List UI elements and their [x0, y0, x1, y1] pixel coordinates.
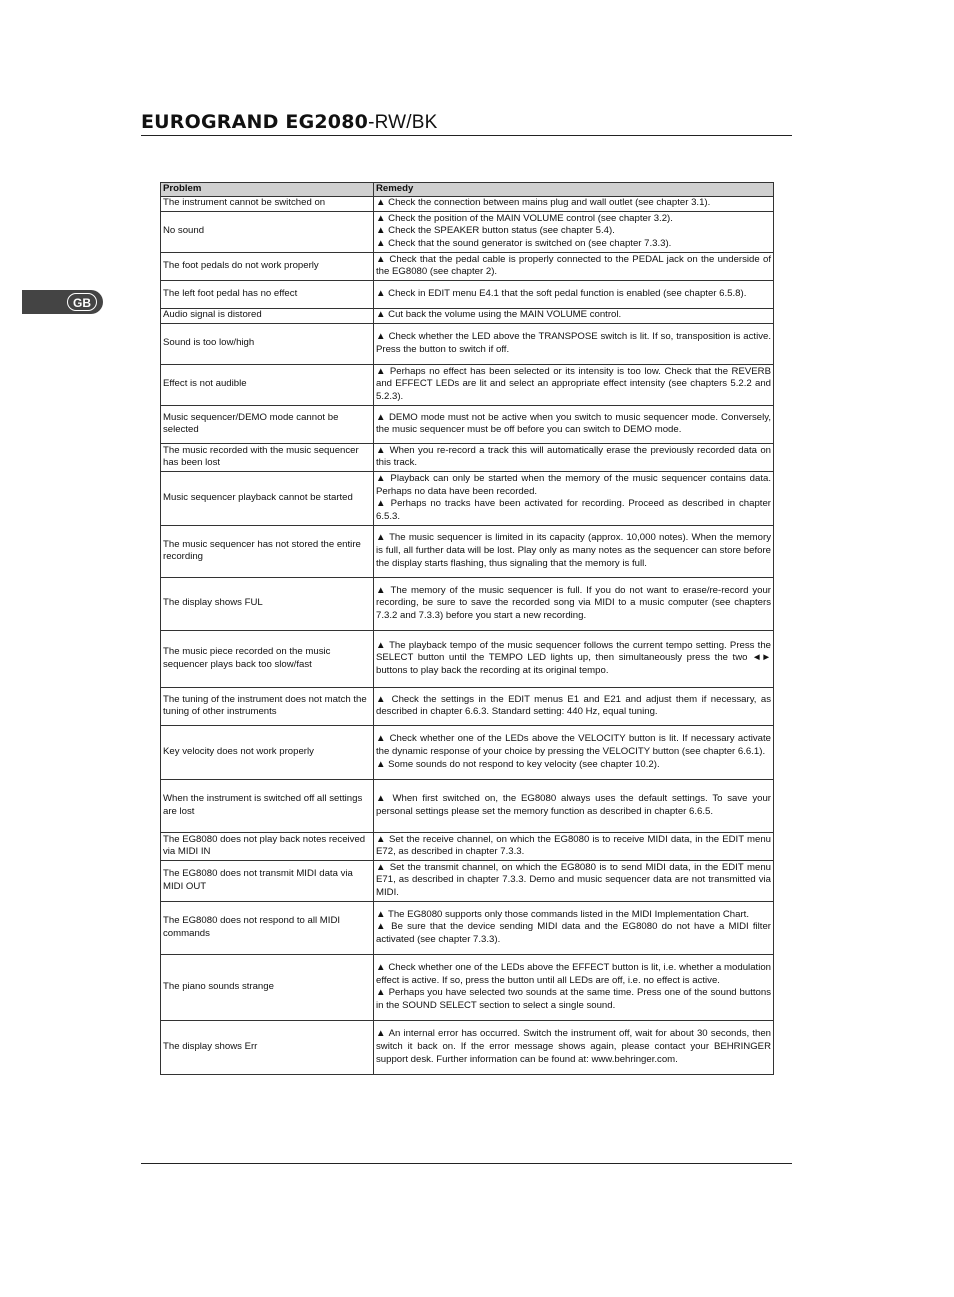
- troubleshooting-table: [160, 182, 774, 1075]
- remedy-cell: ▲ The EG8080 supports only those commands listed in the MIDI Implementation Chart. ▲ Be sure that the device sending MIDI data and the EG8080 do not have a MIDI filter activated (see chapter 7.3.3).: [374, 901, 774, 954]
- remedy-cell: ▲ Perhaps no effect has been selected or its intensity is too low. Check that the REVERB and EFFECT LEDs are lit and select an appropriate effect intensity (see chapters 5.2.2 and 5.2.3).: [374, 364, 774, 405]
- table-row: [161, 405, 774, 443]
- problem-cell: The EG8080 does not play back notes received via MIDI IN: [161, 832, 374, 860]
- remedy-cell: ▲ Check in EDIT menu E4.1 that the soft pedal function is enabled (see chapter 6.5.8).: [374, 280, 774, 308]
- remedy-cell: ▲ The music sequencer is limited in its capacity (approx. 10,000 notes). When the memory is full, all further data will be lost. Play only as many notes as the sequencer can store before the display starts flashing, thus signaling that the memory is full.: [374, 525, 774, 577]
- remedy-cell: ▲ Cut back the volume using the MAIN VOLUME control.: [374, 308, 774, 323]
- table-row: [161, 280, 774, 308]
- remedy-cell: ▲ Check the settings in the EDIT menus E1 and E21 and adjust them if necessary, as described in chapter 6.6.3. Standard setting: 440 Hz, equal tuning.: [374, 687, 774, 725]
- header-rule: [141, 135, 792, 136]
- problem-cell: Music sequencer/DEMO mode cannot be selected: [161, 405, 374, 443]
- table-row: [161, 725, 774, 779]
- remedy-cell: ▲ Check whether one of the LEDs above the VELOCITY button is lit. If necessary activate the dynamic response of your choice by pressing the VELOCITY button (see chapter 6.6.1). ▲ Some sounds do not respond to key velocity (see chapter 10.2).: [374, 725, 774, 779]
- problem-cell: The music recorded with the music sequencer has been lost: [161, 443, 374, 471]
- problem-cell: Audio signal is distored: [161, 308, 374, 323]
- table-row: [161, 364, 774, 405]
- remedy-cell: ▲ Check whether one of the LEDs above the EFFECT button is lit, i.e. whether a modulation effect is active. If so, press the button until all LEDs are off, i.e. no effect is active. ▲ Perhaps you have selected two sounds at the same time. Press one of the sound buttons in the SOUND SELECT section to select a single sound.: [374, 954, 774, 1020]
- table-row: [161, 196, 774, 211]
- problem-cell: When the instrument is switched off all settings are lost: [161, 779, 374, 832]
- remedy-cell: ▲ DEMO mode must not be active when you switch to music sequencer mode. Conversely, the music sequencer must be off before you can switch to DEMO mode.: [374, 405, 774, 443]
- problem-cell: The foot pedals do not work properly: [161, 252, 374, 280]
- problem-cell: Key velocity does not work properly: [161, 725, 374, 779]
- remedy-cell: ▲ When first switched on, the EG8080 always uses the default settings. To save your personal settings please set the memory function as described in chapter 6.6.5.: [374, 779, 774, 832]
- problem-cell: Music sequencer playback cannot be started: [161, 471, 374, 525]
- remedy-cell: ▲ When you re-record a track this will automatically erase the previously recorded data on this track.: [374, 443, 774, 471]
- table-row: [161, 860, 774, 901]
- problem-cell: The display shows FUL: [161, 577, 374, 630]
- table-row: [161, 1020, 774, 1074]
- table-row: [161, 630, 774, 687]
- remedy-column-header: Remedy: [374, 183, 774, 197]
- table-row: [161, 901, 774, 954]
- remedy-cell: ▲ An internal error has occurred. Switch the instrument off, wait for about 30 seconds, then switch it back on. If the error message shows again, please contact your BEHRINGER support desk. Further information can be found at: www.behringer.com.: [374, 1020, 774, 1074]
- remedy-cell: ▲ The playback tempo of the music sequencer follows the current tempo setting. Press the SELECT button until the TEMPO LED lights up, then simultaneously press the two ◄► buttons to play back the recording at its original tempo.: [374, 630, 774, 687]
- remedy-cell: ▲ Check the position of the MAIN VOLUME control (see chapter 3.2). ▲ Check the SPEAKER button status (see chapter 5.4). ▲ Check that the sound generator is switched on (see chapter 7.3.3).: [374, 211, 774, 252]
- problem-cell: The music piece recorded on the music sequencer plays back too slow/fast: [161, 630, 374, 687]
- language-label: GB: [67, 293, 97, 311]
- table-row: [161, 525, 774, 577]
- table-body: [161, 196, 774, 1074]
- problem-cell: Effect is not audible: [161, 364, 374, 405]
- problem-cell: The tuning of the instrument does not match the tuning of other instruments: [161, 687, 374, 725]
- table-row: [161, 308, 774, 323]
- problem-cell: The display shows Err: [161, 1020, 374, 1074]
- table-row: [161, 252, 774, 280]
- table-row: [161, 211, 774, 252]
- language-tab: [22, 290, 103, 314]
- remedy-cell: ▲ Check that the pedal cable is properly connected to the PEDAL jack on the underside of the EG8080 (see chapter 2).: [374, 252, 774, 280]
- problem-cell: The music sequencer has not stored the entire recording: [161, 525, 374, 577]
- table-row: [161, 779, 774, 832]
- table-row: [161, 832, 774, 860]
- problem-column-header: Problem: [161, 183, 374, 197]
- table-row: [161, 954, 774, 1020]
- problem-cell: The left foot pedal has no effect: [161, 280, 374, 308]
- remedy-cell: ▲ The memory of the music sequencer is full. If you do not want to erase/re-record your recording, be sure to save the recorded song via MIDI to a music computer (see chapters 7.3.2 and 7.3.3) before you start a new recording.: [374, 577, 774, 630]
- table-row: [161, 687, 774, 725]
- problem-cell: Sound is too low/high: [161, 323, 374, 364]
- table-row: [161, 471, 774, 525]
- model-suffix: -RW/BK: [368, 112, 438, 133]
- table-row: [161, 443, 774, 471]
- problem-cell: The instrument cannot be switched on: [161, 196, 374, 211]
- remedy-cell: ▲ Set the receive channel, on which the EG8080 is to receive MIDI data, in the EDIT menu E72, as described in chapter 7.3.3.: [374, 832, 774, 860]
- document-title: [141, 111, 438, 134]
- remedy-cell: ▲ Check the connection between mains plug and wall outlet (see chapter 3.1).: [374, 196, 774, 211]
- table-header-row: [161, 183, 774, 197]
- table-row: [161, 577, 774, 630]
- remedy-cell: ▲ Playback can only be started when the memory of the music sequencer contains data. Perhaps no data have been recorded. ▲ Perhaps no tracks have been activated for recording. Proceed as described in chapter 6.5.3.: [374, 471, 774, 525]
- problem-cell: The EG8080 does not respond to all MIDI commands: [161, 901, 374, 954]
- footer-rule: [141, 1163, 792, 1164]
- table-row: [161, 323, 774, 364]
- problem-cell: The EG8080 does not transmit MIDI data via MIDI OUT: [161, 860, 374, 901]
- problem-cell: The piano sounds strange: [161, 954, 374, 1020]
- brand-name: EUROGRAND EG2080: [141, 111, 369, 133]
- remedy-cell: ▲ Set the transmit channel, on which the EG8080 is to send MIDI data, in the EDIT menu E71, as described in chapter 7.3.3. Demo and music sequencer data are not transmitted via MIDI.: [374, 860, 774, 901]
- remedy-cell: ▲ Check whether the LED above the TRANSPOSE switch is lit. If so, transposition is active. Press the button to switch if off.: [374, 323, 774, 364]
- problem-cell: No sound: [161, 211, 374, 252]
